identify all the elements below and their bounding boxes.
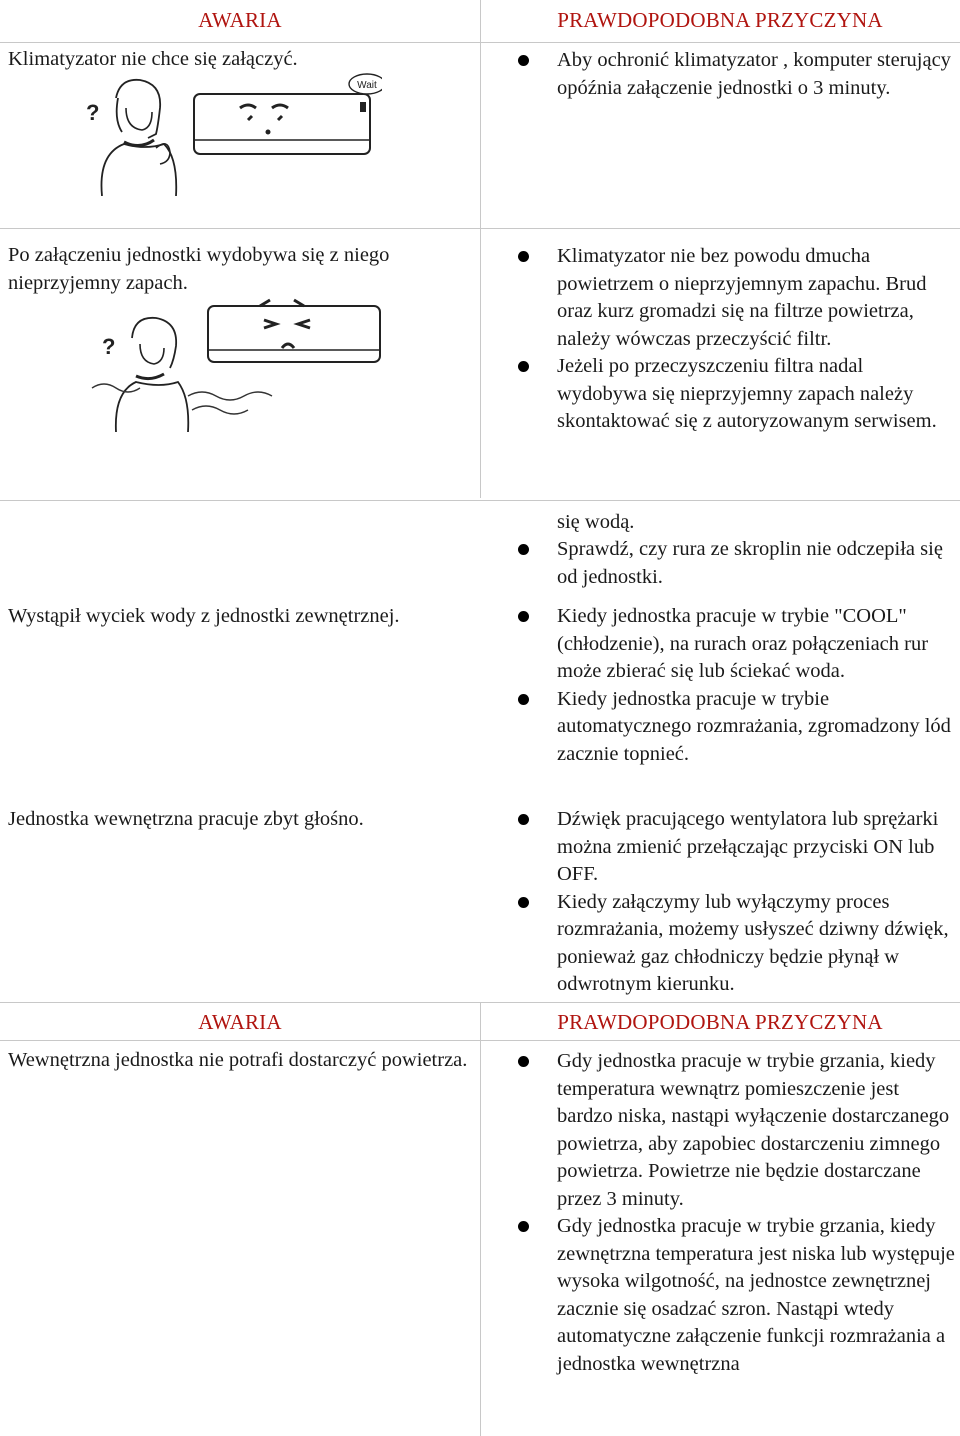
causes-row4 (516, 603, 956, 768)
fault-text-row1: Klimatyzator nie chce się załączyć. (8, 48, 298, 70)
smell-wave (92, 384, 140, 392)
person-face (140, 344, 164, 364)
header-cause-top: PRAWDOPODOBNA PRZYCZYNA (557, 8, 883, 32)
header-rule-bottom-above (0, 1002, 960, 1003)
continuation-text: się wodą. (557, 511, 635, 533)
cause-item: Kiedy załączymy lub wyłączymy proces rozmrażania, możemy usłyszeć dziwny dźwięk, ponieważ gaz chłodniczy będzie płynął w odwrotnym kierunku. (516, 889, 956, 999)
fault-text-row5: Jednostka wewnętrzna pracuje zbyt głośno. (8, 808, 364, 830)
cause-item: Gdy jednostka pracuje w trybie grzania, kiedy zewnętrzna temperatura jest niska lub występuje wysoka wilgotność, na jednostce zewnętrznej zacznie się osadzać szron. Nastąpi wtedy automatyczne załączenie funkcji rozmrażania a jednostka wewnętrzna (516, 1213, 956, 1378)
smell-wave (192, 406, 248, 414)
fault-text-row2: Po załączeniu jednostki wydobywa się z niego nieprzyjemny zapach. (8, 244, 390, 294)
unit-wait-drawing (82, 68, 382, 196)
cause-item: Kiedy jednostka pracuje w trybie "COOL" (chłodzenie), na rurach oraz połączeniach rur może zbierać się lub ściekać woda. (516, 603, 956, 686)
cause-item: Dźwięk pracującego wentylatora lub sprężarki można zmienić przełączając przyciski ON lub OFF. (516, 806, 956, 889)
cause-item: Sprawdź, czy rura ze skroplin nie odczepiła się od jednostki. (516, 536, 956, 591)
question-mark-icon: ? (86, 100, 100, 125)
person-hair (132, 318, 176, 368)
cause-item: Aby ochronić klimatyzator , komputer sterujący opóźnia załączenie jednostki o 3 minuty. (516, 47, 956, 102)
causes-row1 (516, 47, 956, 102)
ac-unit-body (208, 306, 380, 362)
header-fault-bottom: AWARIA (198, 1010, 282, 1034)
ac-unit-body (194, 94, 370, 154)
header-fault-top: AWARIA (198, 8, 282, 32)
fault-text-last: Wewnętrzna jednostka nie potrafi dostarczyć powietrza. (8, 1049, 468, 1071)
column-divider-top (480, 0, 481, 498)
header-cause-bottom: PRAWDOPODOBNA PRZYCZYNA (557, 1010, 883, 1034)
row-rule-1 (0, 228, 960, 229)
header-rule-bottom-below (0, 1040, 960, 1041)
question-mark-icon: ? (102, 334, 116, 359)
fault-text-row4: Wystąpił wyciek wody z jednostki zewnętrznej. (8, 605, 400, 627)
cause-item: Jeżeli po przeczyszczeniu filtra nadal wydobywa się nieprzyjemny zapach należy skontaktować się z autoryzowanym serwisem. (516, 353, 956, 436)
causes-row3 (516, 536, 956, 591)
causes-last (516, 1048, 956, 1378)
row-rule-2 (0, 500, 960, 501)
header-rule-top (0, 42, 960, 43)
smell-wave (188, 392, 272, 400)
cause-item: Gdy jednostka pracuje w trybie grzania, kiedy temperatura wewnątrz pomieszczenie jest bardzo niska, nastąpi wyłączenie dostarczanego powietrza, aby zapobiec dostarczeniu zimnego powietrza. Powietrze nie będzie dostarczane przez 3 minuty. (516, 1048, 956, 1213)
illustration-smell (88, 292, 388, 432)
person-face (126, 108, 152, 130)
causes-row2 (516, 243, 956, 436)
column-divider-bottom (480, 1002, 481, 1436)
unit-smell-drawing (88, 292, 388, 432)
illustration-wait (82, 68, 382, 196)
cause-item: Klimatyzator nie bez powodu dmucha powietrzem o nieprzyjemnym zapachu. Brud oraz kurz gromadzi się na filtrze powietrza, należy wówczas przeczyścić filtr. (516, 243, 956, 353)
person-body (101, 144, 176, 196)
cause-item: Kiedy jednostka pracuje w trybie automatycznego rozmrażania, zgromadzony lód zacznie topnieć. (516, 686, 956, 769)
causes-row5 (516, 806, 956, 999)
person-body (116, 382, 188, 432)
speech-bubble-text: Wait (357, 80, 377, 91)
